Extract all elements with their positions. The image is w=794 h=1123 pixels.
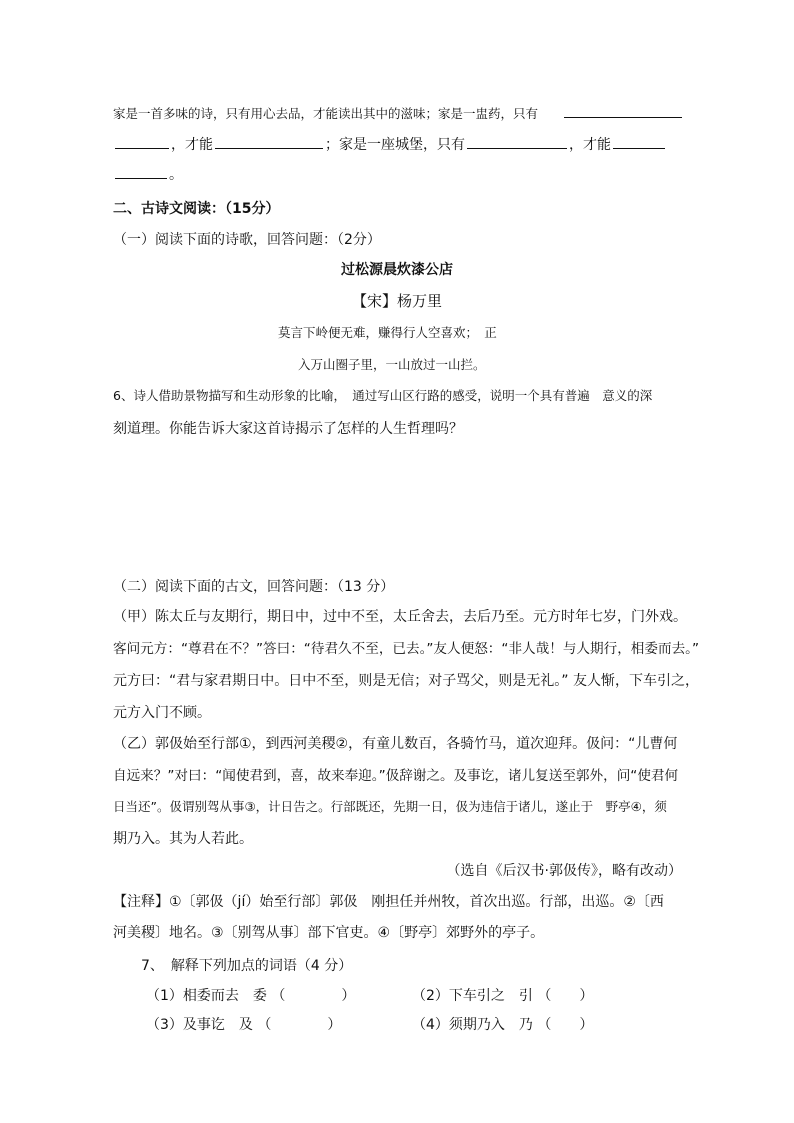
passage-source: （选自《后汉书·郭伋传》，略有改动）: [446, 863, 682, 879]
passage-jia-line-4: 元方入门不顾。: [113, 705, 211, 721]
passage-jia-line-1: （甲）陈太丘与友期行，期日中，过中不至，太丘舍去，去后乃至。元方时年七岁，门外戏。: [113, 609, 687, 625]
poem-line-1: 莫言下岭便无难，赚得行人空喜欢； 正: [278, 325, 497, 340]
q7-item: [146, 985, 355, 1005]
fill-in-text-2b: ；家是一座城堡，只有: [325, 137, 465, 153]
q7-item: [412, 985, 593, 1005]
answer-blank[interactable]: [115, 134, 169, 149]
fill-in-text-2a: ，才能: [171, 137, 213, 153]
poem-author: 【宋】杨万里: [351, 292, 442, 310]
fill-in-line-2: [113, 134, 667, 154]
q7-item-label: （1）相委而去 委: [146, 988, 267, 1004]
fill-in-text-2c: ，才能: [569, 137, 611, 153]
poem-title: 过松源晨炊漆公店: [341, 262, 453, 278]
annotation-line-1: 【注释】①〔郭伋（jí）始至行部〕郭伋 刚担任并州牧，首次出巡。行部，出巡。②〔西: [113, 894, 664, 910]
q7-answer-field[interactable]: （ ）: [537, 1017, 594, 1033]
section-title: 二、古诗文阅读：（15分）: [113, 201, 280, 217]
fill-in-text-1: 家是一首多味的诗，只有用心去品，才能读出其中的滋味；家是一盅药，只有: [113, 106, 539, 121]
q7-item: [146, 1014, 341, 1034]
question-6-line-2: 刻道理。你能告诉大家这首诗揭示了怎样的人生哲理吗？: [113, 421, 463, 437]
fill-in-line-1: [113, 103, 684, 122]
q7-item-label: （2）下车引之 引: [412, 988, 533, 1004]
passage-jia-line-3: 元方曰：“君与家君期日中。日中不至，则是无信；对子骂父，则是无礼。” 友人惭，下车引之，: [113, 673, 699, 689]
part2-instruction: （二）阅读下面的古文，回答问题：（13 分）: [113, 579, 395, 595]
answer-blank[interactable]: [564, 103, 682, 118]
q7-item: [412, 1014, 593, 1034]
question-6-line-1: 6、诗人借助景物描写和生动形象的比喻， 通过写山区行路的感受，说明一个具有普遍 意义的深: [113, 388, 653, 403]
answer-blank[interactable]: [467, 134, 567, 149]
question-7-title: 7、 解释下列加点的词语（4 分）: [141, 958, 353, 974]
passage-jia-line-2: 客问元方：“尊君在不？”答曰：“待君久不至，已去。”友人便怒：“非人哉！与人期行，相委而去。”: [113, 641, 699, 657]
q7-answer-field[interactable]: （ ）: [537, 988, 594, 1004]
part1-instruction: （一）阅读下面的诗歌，回答问题：（2分）: [113, 232, 381, 248]
q7-answer-field[interactable]: （ ）: [257, 1017, 342, 1033]
passage-yi-line-3: 日当还”。伋谓别驾从事③，计日告之。行部既还，先期一日，伋为违信于诸儿，遂止于 野亭④，须: [113, 799, 667, 814]
passage-yi-line-1: （乙）郭伋始至行部①，到西河美稷②，有童儿数百，各骑竹马，道次迎拜。伋问：“儿曹何: [113, 736, 678, 752]
fill-in-line-3: [113, 164, 183, 184]
passage-yi-line-2: 自远来？”对曰：“闻使君到，喜，故来奉迎。”伋辞谢之。及事讫，诸儿复送至郭外，问“使君何: [113, 768, 679, 784]
answer-blank[interactable]: [115, 164, 167, 179]
annotation-line-2: 河美稷〕地名。③〔别驾从事〕部下官吏。④〔野亭〕郊野外的亭子。: [113, 925, 545, 941]
answer-blank[interactable]: [215, 134, 323, 149]
answer-blank[interactable]: [613, 134, 665, 149]
q7-item-label: （3）及事讫 及: [146, 1017, 253, 1033]
passage-yi-line-4: 期乃入。其为人若此。: [113, 831, 253, 847]
poem-line-2: 入万山圈子里，一山放过一山拦。: [298, 357, 486, 372]
q7-answer-field[interactable]: （ ）: [271, 988, 356, 1004]
fill-in-end: 。: [169, 167, 183, 183]
q7-item-label: （4）须期乃入 乃: [412, 1017, 533, 1033]
